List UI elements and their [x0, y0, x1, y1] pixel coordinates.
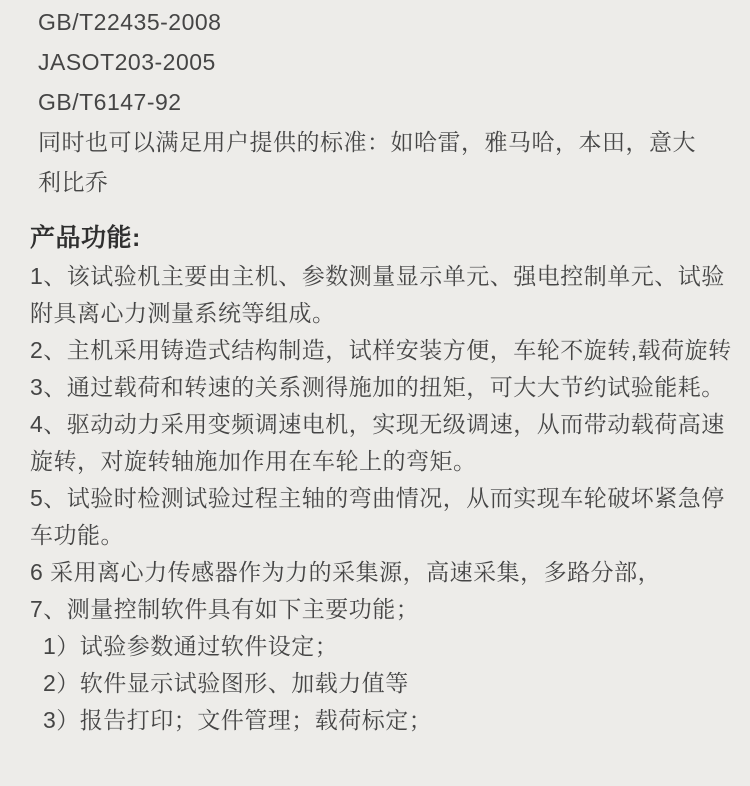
- feature-line: 1、该试验机主要由主机、参数测量显示单元、强电控制单元、试验: [30, 263, 725, 289]
- feature-line: 6 采用离心力传感器作为力的采集源，高速采集，多路分部，: [30, 559, 662, 585]
- feature-sub-line: 1）试验参数通过软件设定；: [43, 633, 339, 659]
- feature-line: 附具离心力测量系统等组成。: [30, 300, 336, 326]
- feature-line: 3、通过载荷和转速的关系测得施加的扭矩，可大大节约试验能耗。: [30, 374, 725, 400]
- features-heading: 产品功能:: [30, 224, 141, 252]
- standards-section: [0, 0, 750, 202]
- standard-line: GB/T6147-92: [38, 89, 182, 115]
- feature-line: 车功能。: [30, 522, 124, 548]
- feature-line: 旋转，对旋转轴施加作用在车轮上的弯矩。: [30, 448, 477, 474]
- standards-note-line: 利比乔: [38, 169, 109, 195]
- feature-line: 5、试验时检测试验过程主轴的弯曲情况，从而实现车轮破坏紧急停: [30, 485, 725, 511]
- feature-sub-line: 2）软件显示试验图形、加载力值等: [43, 670, 409, 696]
- standard-line: GB/T22435-2008: [38, 9, 222, 35]
- standard-line: JASOT203-2005: [38, 49, 216, 75]
- feature-line: 4、驱动动力采用变频调速电机，实现无级调速，从而带动载荷高速: [30, 411, 725, 437]
- features-section: [0, 258, 750, 739]
- feature-line: 2、主机采用铸造式结构制造，试样安装方便，车轮不旋转,载荷旋转: [30, 337, 732, 363]
- feature-line: 7、测量控制软件具有如下主要功能；: [30, 596, 420, 622]
- standards-note-line: 同时也可以满足用户提供的标准：如哈雷，雅马哈，本田，意大: [38, 129, 696, 155]
- feature-sub-line: 3）报告打印；文件管理；载荷标定；: [43, 707, 433, 733]
